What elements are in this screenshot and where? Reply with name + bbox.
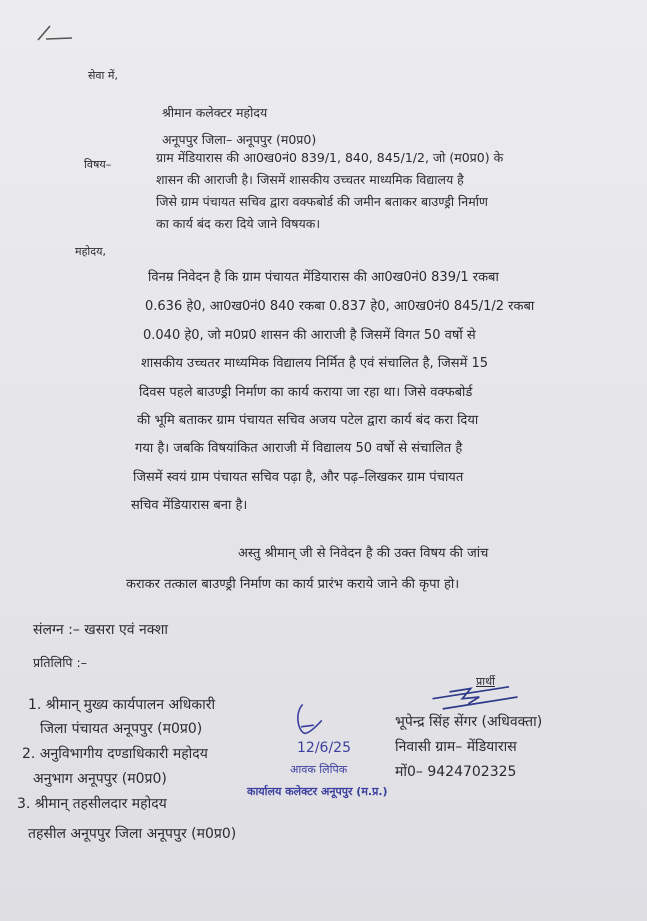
addressee-line: अनूपपुर जिला– अनूपपुर (म0प्र0)	[162, 132, 317, 147]
addressee-line: श्रीमान कलेक्टर महोदय	[162, 105, 268, 120]
body-line: की भूमि बताकर ग्राम पंचायत सचिव अजय पटेल द्वारा कार्य बंद करा दिया	[137, 413, 479, 428]
receipt-initials	[288, 698, 338, 738]
copy-to-item: 3. श्रीमान् तहसीलदार महोदय	[17, 796, 167, 812]
applicant-signature	[415, 680, 535, 714]
applicant-phone: मों0– 9424702325	[395, 764, 517, 780]
applicant-address: निवासी ग्राम– मेंडियारास	[395, 739, 517, 755]
body-line: शासकीय उच्चतर माध्यमिक विद्यालय निर्मित है एवं संचालित है, जिसमें 15	[141, 356, 489, 371]
page-corner-mark	[36, 24, 74, 42]
stamp-office: कार्यालय कलेक्टर अनूपपुर (म.प्र.)	[247, 785, 388, 798]
body-line: सचिव मेंडियारास बना है।	[131, 498, 248, 513]
copy-to-item: 2. अनुविभागीय दण्डाधिकारी महोदय	[22, 746, 208, 762]
enclosure: संलग्न :– खसरा एवं नक्शा	[33, 622, 169, 638]
copy-to-label: प्रतिलिपि :–	[33, 655, 87, 670]
applicant-name: भूपेन्द्र सिंह सेंगर (अधिवक्ता)	[395, 714, 543, 730]
stamp-date: 12/6/25	[297, 740, 351, 756]
body-line: 0.636 हे0, आ0ख0नं0 840 रकबा 0.837 हे0, आ0ख0नं0 845/1/2 रकबा	[145, 299, 535, 314]
copy-to-item: अनुभाग अनूपपुर (म0प्र0)	[33, 771, 167, 787]
body-line: विनम्र निवेदन है कि ग्राम पंचायत मेंडियारास की आ0ख0नं0 839/1 रकबा	[148, 270, 499, 285]
body-line: गया है। जबकि विषयांकित आराजी में विद्यालय 50 वर्षो से संचालित है	[135, 441, 463, 456]
applicant-label: प्रार्थी	[476, 675, 495, 688]
subject-line: जिसे ग्राम पंचायत सचिव द्वारा वक्फबोर्ड की जमीन बताकर बाउण्ड्री निर्माण	[156, 194, 488, 209]
subject-line: शासन की आराजी है। जिसमें शासकीय उच्चतर माध्यमिक विद्यालय है	[156, 172, 464, 187]
subject-line: का कार्य बंद करा दिये जाने विषयक।	[156, 216, 321, 231]
subject-line: ग्राम मेंडियारास की आ0ख0नं0 839/1, 840, 845/1/2, जो (म0प्र0) के	[156, 150, 504, 165]
subject-label: विषय–	[84, 158, 112, 171]
copy-to-item: तहसील अनूपपुर जिला अनूपपुर (म0प्र0)	[28, 826, 237, 842]
body-line: 0.040 हे0, जो म0प्र0 शासन की आराजी है जिसमें विगत 50 वर्षो से	[143, 328, 476, 343]
copy-to-item: जिला पंचायत अनूपपुर (म0प्र0)	[40, 721, 203, 737]
request-line: अस्तु श्रीमान् जी से निवेदन है की उक्त विषय की जांच	[238, 546, 489, 561]
body-line: दिवस पहले बाउण्ड्री निर्माण का कार्य कराया जा रहा था। जिसे वक्फबोर्ड	[139, 385, 473, 400]
stamp-clerk: आवक लिपिक	[290, 763, 348, 776]
salutation-to: सेवा में,	[88, 69, 118, 82]
greeting: महोदय,	[75, 245, 106, 258]
copy-to-item: 1. श्रीमान् मुख्य कार्यपालन अधिकारी	[28, 697, 216, 713]
body-line: जिसमें स्वयं ग्राम पंचायत सचिव पढ़ा है, और पढ़–लिखकर ग्राम पंचायत	[133, 470, 464, 485]
request-line: कराकर तत्काल बाउण्ड्री निर्माण का कार्य प्रारंभ कराये जाने की कृपा हो।	[126, 577, 460, 592]
